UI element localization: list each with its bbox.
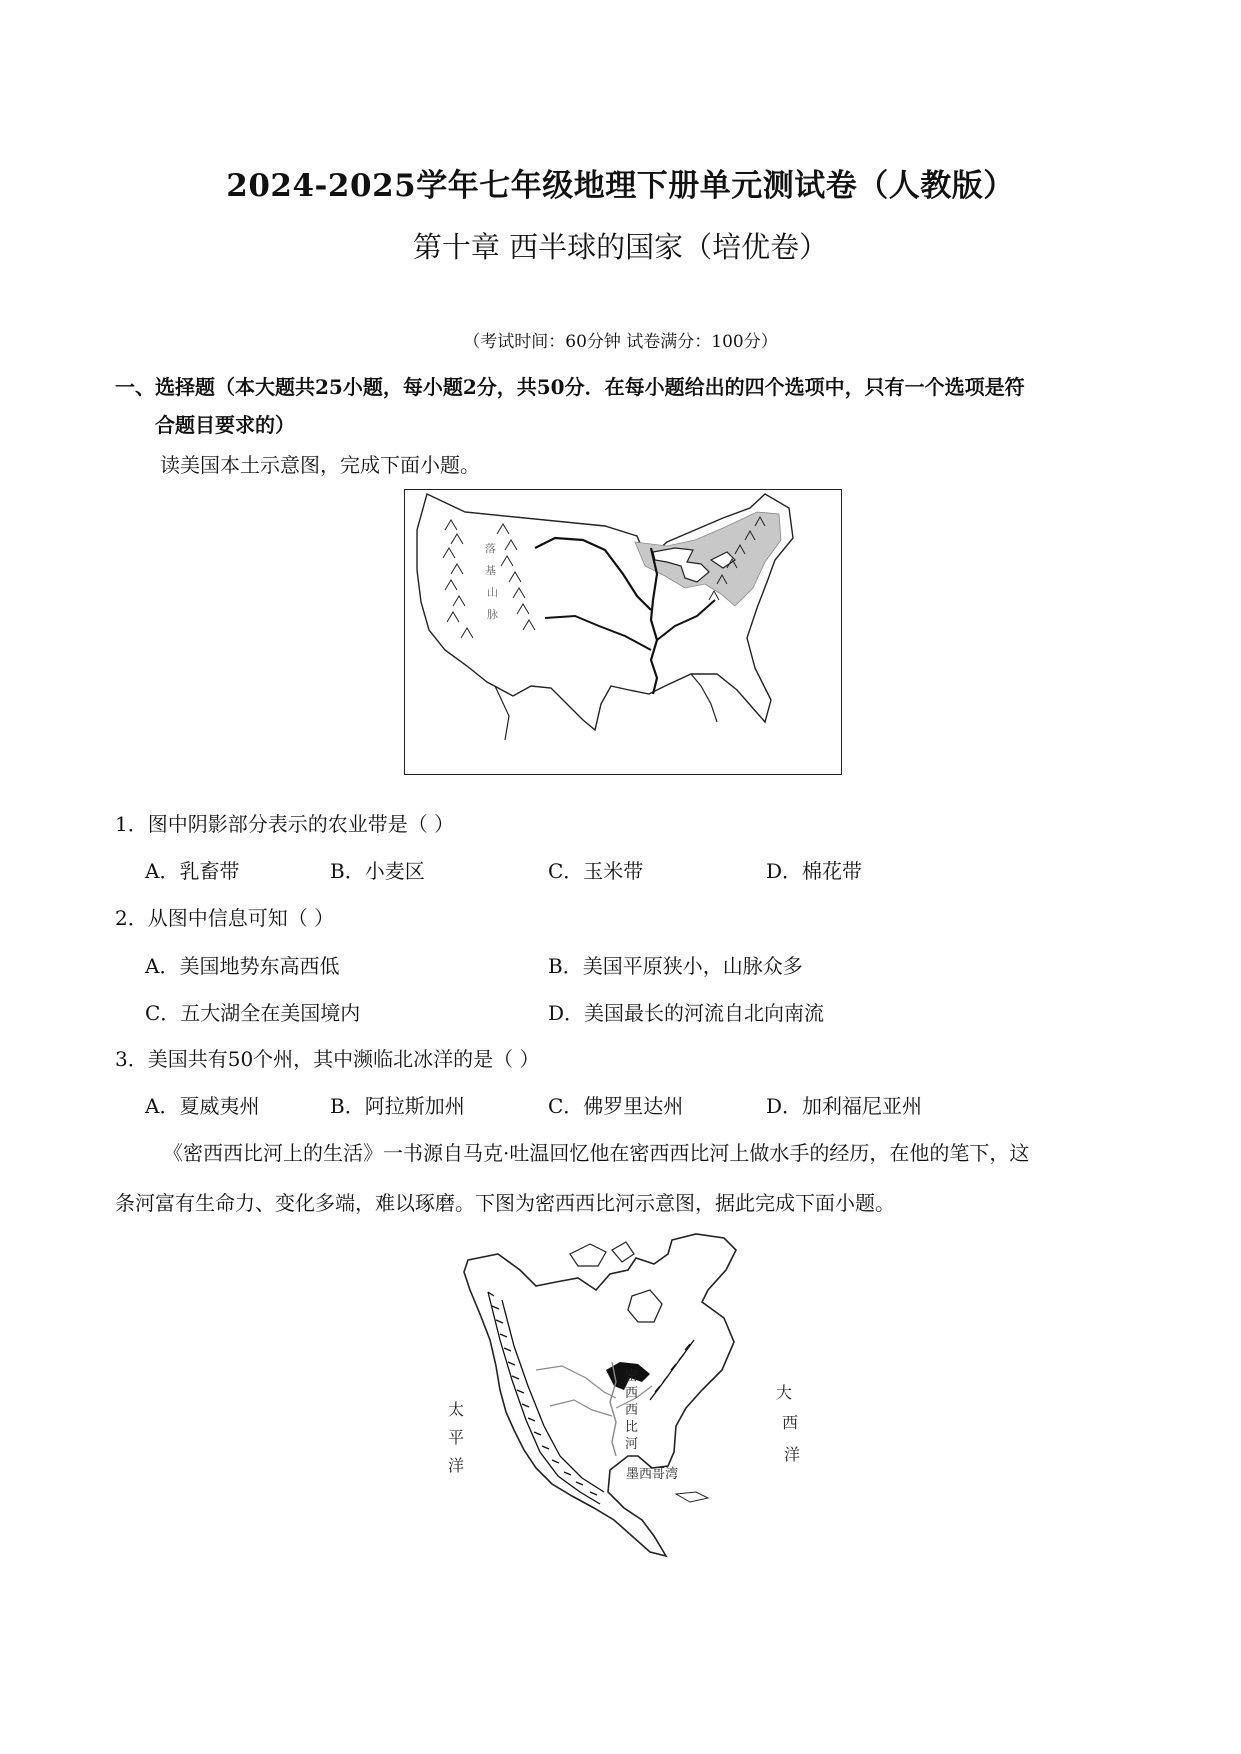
question-2-option-b: B．美国平原狭小，山脉众多 <box>548 954 803 978</box>
river-char-2: 西 <box>625 1386 639 1401</box>
question-1-option-a: A．乳畜带 <box>145 859 240 883</box>
page-title: 2024-2025学年七年级地理下册单元测试卷（人教版） <box>226 168 1015 204</box>
section-heading <box>115 368 1135 444</box>
question-3-stem: 3．美国共有50个州，其中濒临北冰洋的是（ ） <box>115 1047 540 1071</box>
pacific-char-3: 洋 <box>448 1456 465 1475</box>
river-char-5: 河 <box>625 1437 639 1452</box>
river-char-3: 西 <box>625 1403 639 1418</box>
question-3-option-b: B．阿拉斯加州 <box>330 1094 465 1118</box>
passage-line-2: 条河富有生命力、变化多端，难以琢磨。下图为密西西比河示意图，据此完成下面小题。 <box>115 1191 895 1215</box>
map1-label-char-3: 山 <box>487 586 498 599</box>
river-char-4: 比 <box>625 1420 639 1435</box>
section-heading-line2: 合题目要求的） <box>155 413 295 437</box>
atlantic-char-3: 洋 <box>784 1445 801 1464</box>
passage-line-1: 《密西西比河上的生活》一书源自马克·吐温回忆他在密西西比河上做水手的经历，在他的笔下，这 <box>163 1141 1030 1165</box>
usa-map-figure <box>404 489 842 775</box>
gulf-of-mexico-label: 墨西哥湾 <box>626 1467 679 1482</box>
question-2-option-d: D．美国最长的河流自北向南流 <box>548 1001 825 1025</box>
exam-info: （考试时间：60分钟 试卷满分：100分） <box>463 332 778 352</box>
question-1-option-d: D．棉花带 <box>766 859 863 883</box>
pacific-char-1: 太 <box>448 1400 465 1419</box>
question-1-option-c: C．玉米带 <box>548 859 644 883</box>
question-2-option-c: C．五大湖全在美国境内 <box>145 1001 361 1025</box>
question-2-option-a: A．美国地势东高西低 <box>145 954 340 978</box>
north-america-map-figure <box>440 1230 830 1560</box>
map1-label-char-1: 落 <box>485 542 496 555</box>
intro-text-1: 读美国本土示意图，完成下面小题。 <box>160 453 480 477</box>
question-3-option-c: C．佛罗里达州 <box>548 1094 684 1118</box>
question-1-stem: 1．图中阴影部分表示的农业带是（ ） <box>115 812 455 836</box>
atlantic-char-2: 西 <box>782 1413 799 1432</box>
map1-label-char-2: 基 <box>485 564 496 577</box>
river-char-1: 密 <box>625 1369 639 1384</box>
question-3-option-a: A．夏威夷州 <box>145 1094 260 1118</box>
question-2-stem: 2．从图中信息可知（ ） <box>115 906 335 930</box>
page-subtitle: 第十章 西半球的国家（培优卷） <box>412 230 829 264</box>
question-1-option-b: B．小麦区 <box>330 859 425 883</box>
section-heading-line1: 一、选择题（本大题共25小题，每小题2分，共50分．在每小题给出的四个选项中，只有一个选项是符 <box>115 375 1025 399</box>
map1-label-char-4: 脉 <box>487 608 498 621</box>
north-america-outline <box>464 1234 736 1556</box>
question-3-option-d: D．加利福尼亚州 <box>766 1094 923 1118</box>
atlantic-char-1: 大 <box>776 1383 793 1402</box>
north-america-map-svg <box>440 1230 830 1560</box>
usa-map-svg <box>405 490 841 774</box>
pacific-char-2: 平 <box>448 1428 465 1447</box>
